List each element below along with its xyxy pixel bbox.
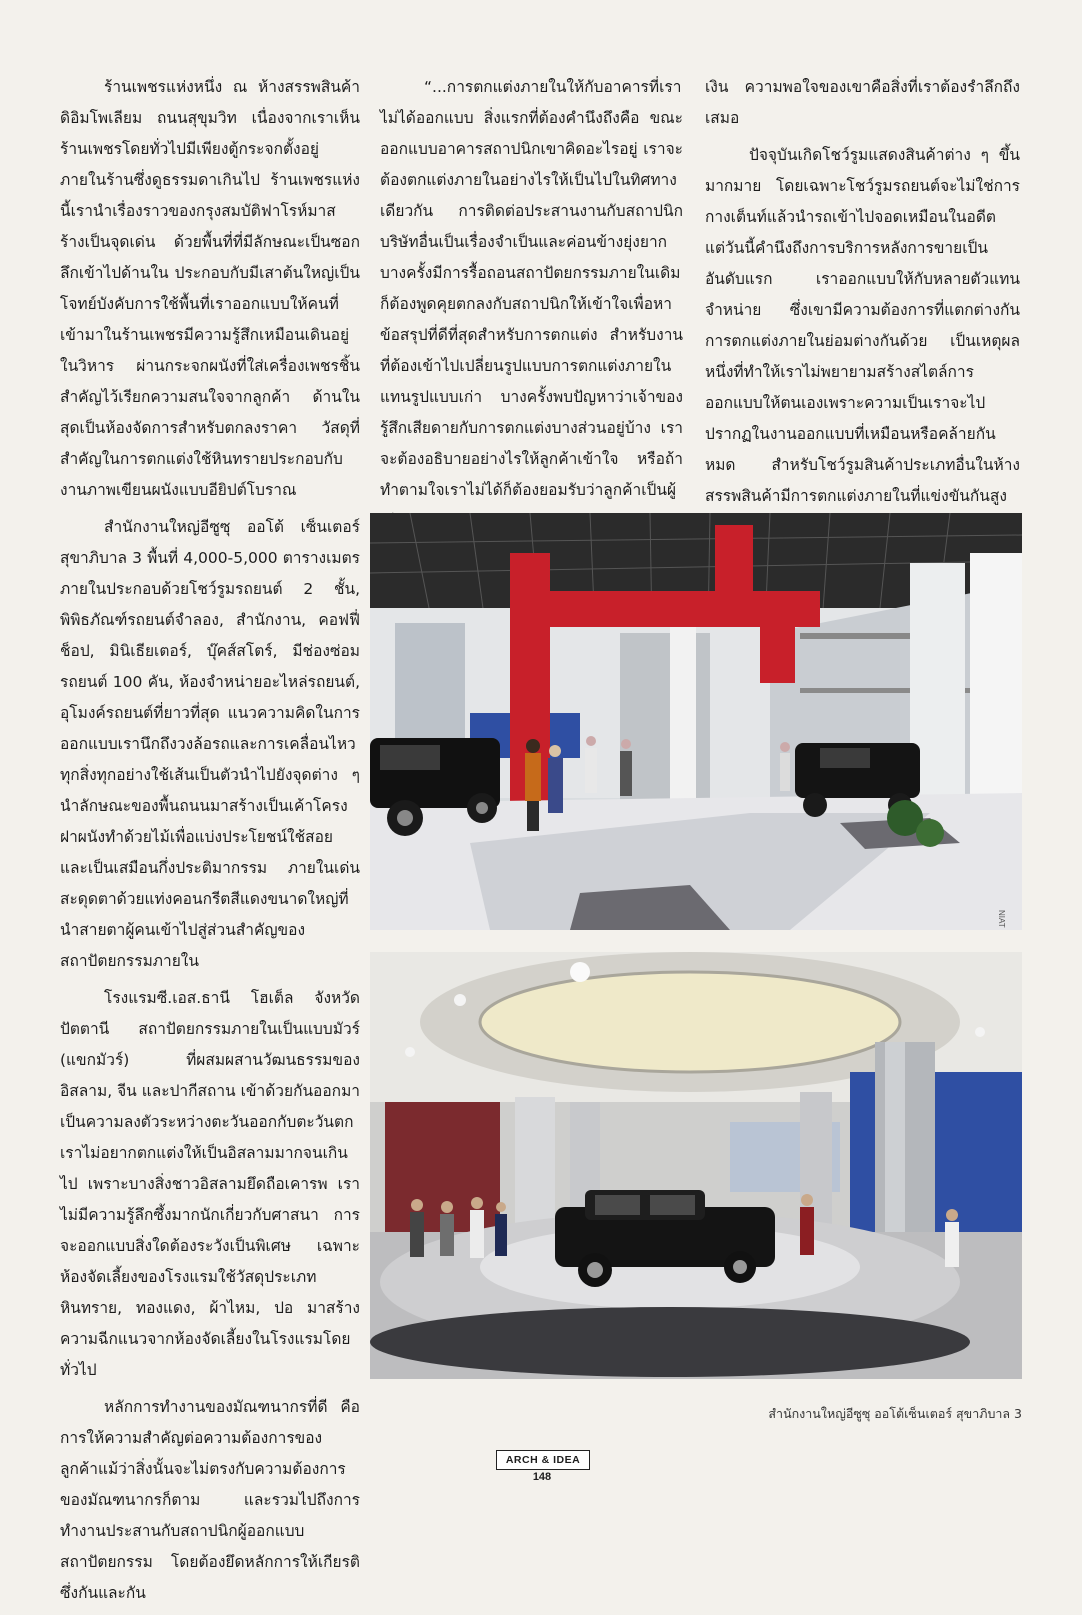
text-column-3: [705, 72, 1020, 549]
text-column-2: [380, 72, 683, 543]
paragraph-cs-pattani-hotel: โรงแรมซี.เอส.ธานี โฮเต็ล จังหวัดปัตตานี สถาปัตยกรรมภายในเป็นแบบมัวร์ (แขกมัวร์) ที่ผสมผสานวัฒนธรรมของอิสลาม, จีน และปากีสถาน เข้าด้วยกันออกมาเป็นความลงตัวระหว่างตะวันออกกับตะวันตก เราไม่อยากตกแต่งให้เป็นอิสลามมากจนเกินไป เพราะบางสิ่งชาวอิสลามยึดถือเคารพ เราไม่มีความรู้ลึกซึ้งมากนักเกี่ยวกับศาสนา การจะออกแบบสิ่งใดต้องระวังเป็นพิเศษ เฉพาะห้องจัดเลี้ยงของโรงแรมใช้วัสดุประเภทหินทราย, ทองแดง, ผ้าไหม, ปอ มาสร้างความฉีกแนวจากห้องจัดเลี้ยงในโรงแรมโดยทั่วไป: [60, 989, 360, 1379]
magazine-logo: ARCH & IDEA: [496, 1450, 590, 1470]
page-number: 148: [532, 1471, 552, 1483]
photo-caption: สำนักงานใหญ่อีซูซุ ออโต้เซ็นเตอร์ สุขาภิบาล 3: [768, 1406, 1022, 1421]
text-column-1: [60, 72, 360, 1615]
paragraph-showrooms: ปัจจุบันเกิดโชว์รูมแสดงสินค้าต่าง ๆ ขึ้นมากมาย โดยเฉพาะโชว์รูมรถยนต์จะไม่ใช่การกางเต็นท์แล้วนำรถเข้าไปจอดเหมือนในอดีต แต่วันนี้คำนึงถึงการบริการหลังการขายเป็นอันดับแรก เราออกแบบให้กับหลายตัวแทนจำหน่าย ซึ่งเขามีความต้องการที่แตกต่างกัน การตกแต่งภายในย่อมต่างกันด้วย เป็นเหตุผลหนึ่งที่ทำให้เราไม่พยายามสร้างสไตล์การออกแบบให้ตนเองเพราะความเป็นเราจะไปปรากฏในงานออกแบบที่เหมือนหรือคล้ายกันหมด สำหรับโชว์รูมสินค้าประเภทอื่นในห้างสรรพสินค้ามีการตกแต่งภายในที่แข่งขันกันสูง: [705, 146, 1020, 505]
turntable-showroom-rendering: [370, 952, 1022, 1379]
paragraph-diamond-shop: ร้านเพชรแห่งหนึ่ง ณ ห้างสรรพสินค้าดิอิมโพเลียม ถนนสุขุมวิท เนื่องจากเราเห็นร้านเพชรโดยทั่วไปมีเพียงตู้กระจกตั้งอยู่ภายในร้านซึ่งดูธรรมดาเกินไป ร้านเพชรแห่งนี้เรานำเรื่องราวของกรุงสมบัติฟาโรห์มาสร้างเป็นจุดเด่น ด้วยพื้นที่ที่มีลักษณะเป็นซอกลึกเข้าไปด้านใน ประกอบกับมีเสาต้นใหญ่เป็นโจทย์บังคับการใช้พื้นที่เราออกแบบให้คนที่เข้ามาในร้านเพชรมีความรู้สึกเหมือนเดินอยู่ในวิหาร ผ่านกระจกผนังที่ใส่เครื่องเพชรชิ้นสำคัญไว้เรียกความสนใจจากลูกค้า ด้านในสุดเป็นห้องจัดการสำหรับตกลงราคา วัสดุที่สำคัญในการตกแต่งใช้หินทรายประกอบกับงานภาพเขียนผนังแบบอียิปต์โบราณ: [60, 78, 360, 499]
paragraph-quote: “...การตกแต่งภายในให้กับอาคารที่เราไม่ได้ออกแบบ สิ่งแรกที่ต้องคำนึงถึงคือ ขณะออกแบบอาคารสถาปนิกเขาคิดอะไรอยู่ เราจะต้องตกแต่งภายในอย่างไรให้เป็นไปในทิศทางเดียวกัน การติดต่อประสานงานกับสถาปนิกบริษัทอื่นเป็นเรื่องจำเป็นและค่อนข้างยุ่งยาก บางครั้งมีการรื้อถอนสถาปัตยกรรมภายในเดิมก็ต้องพูดคุยตกลงกับสถาปนิกให้เข้าใจเพื่อหาข้อสรุปที่ดีที่สุดสำหรับการตกแต่ง สำหรับงานที่ต้องเข้าไปเปลี่ยนรูปแบบการตกแต่งภายในแทนรูปแบบเก่า บางครั้งพบปัญหาว่าเจ้าของรู้สึกเสียดายกับการตกแต่งบางส่วนอยู่บ้าง เราจะต้องอธิบายอย่างไรให้ลูกค้าเข้าใจ หรือถ้าทำตามใจเราไม่ได้ก็ต้องยอมรับว่าลูกค้าเป็นผู้: [380, 78, 683, 499]
showroom-lobby-illustration: [370, 513, 1022, 930]
photo-credit: NIAT: [997, 910, 1006, 928]
paragraph-designer-principles: หลักการทำงานของมัณฑนากรที่ดี คือการให้ความสำคัญต่อความต้องการของลูกค้าแม้ว่าสิ่งนั้นจะไม่ตรงกับความต้องการของมัณฑนากรก็ตาม และรวมไปถึงการทำงานประสานกับสถาปนิกผู้ออกแบบสถาปัตยกรรม โดยต้องยึดหลักการให้เกียรติซึ่งกันและกัน: [60, 1398, 360, 1602]
paragraph-continued: เงิน ความพอใจของเขาคือสิ่งที่เราต้องรำลึกถึงเสมอ: [705, 78, 1020, 127]
showroom-lobby-rendering: [370, 513, 1022, 930]
paragraph-isuzu-office: สำนักงานใหญ่อีซูซุ ออโต้ เซ็นเตอร์ สุขาภิบาล 3 พื้นที่ 4,000-5,000 ตารางเมตร ภายในประกอบด้วยโชว์รูมรถยนต์ 2 ชั้น, พิพิธภัณฑ์รถยนต์จำลอง, สำนักงาน, คอฟฟี่ช็อป, มินิเธียเตอร์, บุ๊คส์สโตร์, มีช่องซ่อมรถยนต์ 100 คัน, ห้องจำหน่ายอะไหล่รถยนต์, อุโมงค์รถยนต์ที่ยาวที่สุด แนวความคิดในการออกแบบเรานึกถึงวงล้อรถและการเคลื่อนไหว ทุกสิ่งทุกอย่างใช้เส้นเป็นตัวนำไปยังจุดต่าง ๆ นำลักษณะของพื้นถนนมาสร้างเป็นเค้าโครง ฝาผนังทำด้วยไม้เพื่อแบ่งประโยชน์ใช้สอยและเป็นเสมือนกึ่งประติมากรรม ภายในเด่นสะดุดตาด้วยแท่งคอนกรีตสีแดงขนาดใหญ่ที่นำสายตาผู้คนเข้าไปสู่ส่วนสำคัญของสถาปัตยกรรมภายใน: [60, 518, 360, 970]
turntable-showroom-illustration: [370, 952, 1022, 1379]
